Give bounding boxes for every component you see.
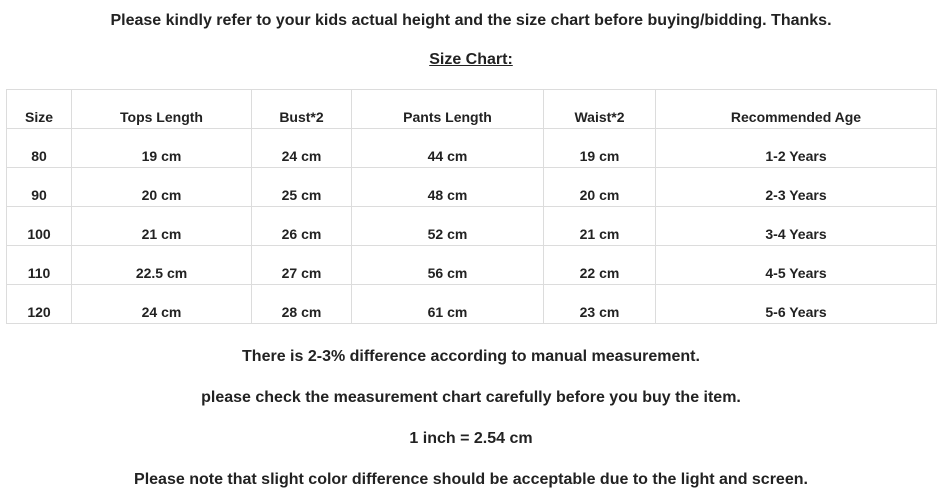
cell-size: 80 — [7, 129, 72, 168]
header-size: Size — [7, 90, 72, 129]
cell-waist: 21 cm — [544, 207, 656, 246]
color-difference-note: Please note that slight color difference should be acceptable due to the light and screen. — [134, 471, 808, 488]
header-recommended-age: Recommended Age — [656, 90, 937, 129]
table-row — [7, 246, 937, 285]
table-row — [7, 285, 937, 324]
measurement-difference-note: There is 2-3% difference according to manual measurement. — [242, 348, 700, 365]
cell-bust: 25 cm — [252, 168, 352, 207]
table-header-row — [7, 90, 937, 129]
cell-pants-length: 48 cm — [352, 168, 544, 207]
cell-tops-length: 24 cm — [72, 285, 252, 324]
cell-pants-length: 52 cm — [352, 207, 544, 246]
cell-waist: 19 cm — [544, 129, 656, 168]
cell-recommended-age: 1-2 Years — [656, 129, 937, 168]
cell-bust: 28 cm — [252, 285, 352, 324]
cell-waist: 23 cm — [544, 285, 656, 324]
cell-recommended-age: 4-5 Years — [656, 246, 937, 285]
inch-conversion-note: 1 inch = 2.54 cm — [409, 430, 533, 447]
header-bust: Bust*2 — [252, 90, 352, 129]
cell-size: 90 — [7, 168, 72, 207]
cell-tops-length: 21 cm — [72, 207, 252, 246]
table-row — [7, 168, 937, 207]
size-chart-heading: Size Chart: — [429, 51, 513, 68]
cell-pants-length: 56 cm — [352, 246, 544, 285]
cell-bust: 27 cm — [252, 246, 352, 285]
cell-size: 120 — [7, 285, 72, 324]
intro-text: Please kindly refer to your kids actual height and the size chart before buying/bidding. Thanks. — [110, 12, 832, 29]
cell-size: 100 — [7, 207, 72, 246]
cell-recommended-age: 3-4 Years — [656, 207, 937, 246]
check-chart-note: please check the measurement chart carefully before you buy the item. — [201, 389, 741, 406]
cell-bust: 26 cm — [252, 207, 352, 246]
table-row — [7, 207, 937, 246]
cell-tops-length: 19 cm — [72, 129, 252, 168]
cell-recommended-age: 5-6 Years — [656, 285, 937, 324]
cell-tops-length: 20 cm — [72, 168, 252, 207]
cell-bust: 24 cm — [252, 129, 352, 168]
cell-waist: 20 cm — [544, 168, 656, 207]
header-tops-length: Tops Length — [72, 90, 252, 129]
cell-waist: 22 cm — [544, 246, 656, 285]
size-chart-table — [6, 89, 937, 324]
cell-pants-length: 61 cm — [352, 285, 544, 324]
header-waist: Waist*2 — [544, 90, 656, 129]
cell-tops-length: 22.5 cm — [72, 246, 252, 285]
cell-pants-length: 44 cm — [352, 129, 544, 168]
cell-size: 110 — [7, 246, 72, 285]
cell-recommended-age: 2-3 Years — [656, 168, 937, 207]
header-pants-length: Pants Length — [352, 90, 544, 129]
table-row — [7, 129, 937, 168]
